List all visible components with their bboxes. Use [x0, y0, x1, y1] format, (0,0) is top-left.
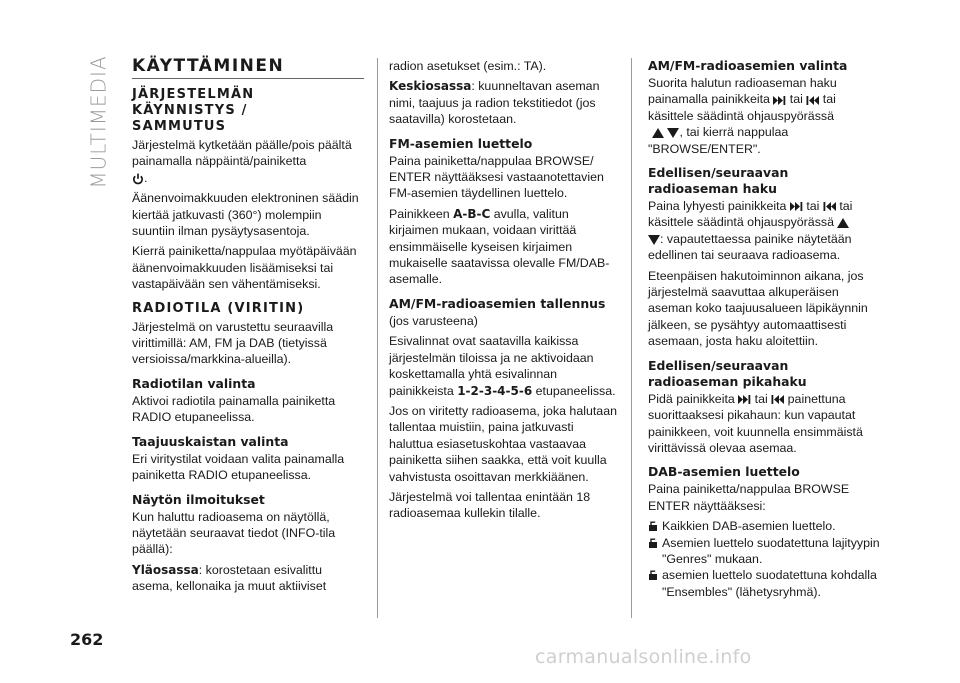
paragraph: Aktivoi radiotila painamalla painiketta RADIO etupaneelissa.	[132, 393, 336, 425]
triangle-up-icon	[652, 128, 664, 138]
column-divider	[631, 58, 632, 618]
list-item	[648, 567, 880, 600]
next-track-icon	[738, 395, 751, 404]
list-item	[648, 518, 880, 534]
list-item-text: Kaikkien DAB-asemien luettelo.	[662, 519, 836, 534]
previous-track-icon	[823, 202, 836, 211]
footer-watermark: carmanualsonline.info	[535, 646, 752, 668]
paragraph: Paina painiketta/nappulaa BROWSE/ ENTER näyttääksesi vastaanotettavien FM-asemien täydellinen luettelo.	[389, 153, 604, 201]
paragraph-text: Pidä painikkeita	[648, 391, 739, 406]
paragraph	[389, 333, 621, 399]
triangle-up-icon	[837, 218, 849, 228]
column-3	[648, 58, 880, 600]
power-heading-line: KÄYNNISTYS /	[132, 103, 248, 118]
paragraph	[389, 206, 621, 288]
paragraph-text: : kuunneltavan aseman nimi, taajuus ja radion tekstitiedot (jos saatavilla) korostetaan.	[389, 79, 600, 127]
paragraph-text: painettuna suorittaaksesi pikahaun: kun vapautat painikkeen, voit kuunnella ensimmäistä virittävissä olevaa asemaa.	[648, 391, 863, 455]
power-text-end: .	[144, 170, 148, 185]
paragraph-text: tai käsittele säädintä ohjauspyörässä	[648, 92, 836, 123]
subheading: DAB-asemien luettelo	[648, 464, 800, 480]
paragraph: Eri viritystilat voidaan valita painamalla painiketta RADIO etupaneelissa.	[132, 451, 345, 483]
next-track-icon	[790, 202, 803, 211]
subheading: Näytön ilmoitukset	[132, 491, 265, 507]
list-item-text: Asemien luettelo suodatettuna lajityypin "Genres" mukaan.	[662, 535, 880, 566]
paragraph-text: tai	[786, 92, 807, 107]
subheading: AM/FM-radioasemien tallennus	[389, 295, 606, 311]
paragraph	[648, 75, 880, 157]
power-icon	[132, 173, 144, 185]
paragraph: radion asetukset (esim.: TA).	[389, 59, 547, 73]
paragraph-text: etupaneelissa.	[532, 383, 616, 398]
power-text: Järjestelmä kytketään päälle/pois päältä painamalla näppäintä/painiketta	[132, 138, 352, 169]
section-title: KÄYTTÄMINEN	[132, 56, 285, 76]
paragraph	[648, 391, 880, 457]
paragraph	[648, 198, 880, 264]
power-heading-line: SAMMUTUS	[132, 119, 227, 134]
subheading: FM-asemien luettelo	[389, 135, 533, 151]
paragraph-text: Painikkeen	[389, 206, 454, 221]
paragraph-text: , tai kierrä nappulaa "BROWSE/ENTER".	[648, 125, 789, 156]
side-tab	[84, 54, 114, 189]
radio-heading: RADIOTILA (VIRITIN)	[132, 300, 305, 316]
paragraph	[132, 137, 364, 186]
paragraph-text: tai	[751, 391, 772, 406]
preset-buttons-label: 1-2-3-4-5-6	[457, 383, 533, 398]
list-item	[648, 535, 880, 568]
previous-track-icon	[806, 96, 819, 105]
triangle-down-icon	[648, 235, 660, 245]
subheading: Edellisen/seuraavan radioaseman pikahaku	[648, 357, 807, 389]
paragraph: Äänenvoimakkuuden elektroninen säädin kiertää jatkuvasti (360°) molempiin suuntiin ilman pysäytysasentoja.	[132, 191, 359, 239]
paragraph: Järjestelmä voi tallentaa enintään 18 radioasemaa kullekin tilalle.	[389, 489, 591, 521]
subheading: Radiotilan valinta	[132, 375, 256, 391]
bullet-icon	[648, 538, 658, 548]
column-1	[132, 56, 364, 599]
column-divider	[377, 58, 378, 618]
subheading: Taajuuskaistan valinta	[132, 433, 289, 449]
paragraph: Eteenpäisen hakutoiminnon aikana, jos järjestelmä saavuttaa alkuperäisen aseman koko taajuusalueen läpikäynnin jälkeen, se pysähtyy automaattisesti asemaan, josta haku aloitettiin.	[648, 268, 868, 349]
paragraph	[389, 78, 621, 127]
paragraph-text: tai käsittele säädintä ohjauspyörässä	[648, 199, 853, 230]
list-item-text: asemien luettelo suodatettuna kohdalla "Ensembles" (lähetysryhmä).	[662, 568, 877, 599]
subheading: AM/FM-radioasemien valinta	[648, 58, 848, 73]
previous-track-icon	[771, 395, 784, 404]
paragraph	[132, 562, 364, 595]
side-tab-label: MULTIMEDIA	[87, 54, 111, 189]
column-2	[389, 58, 621, 526]
power-heading	[132, 87, 364, 135]
paragraph: Kierrä painiketta/nappulaa myötäpäivään äänenvoimakkuuden lisäämiseksi tai vastapäivään sen vähentämiseksi.	[132, 244, 357, 292]
paragraph-text: Paina lyhyesti painikkeita	[648, 199, 790, 214]
paragraph: Järjestelmä on varustettu seuraavilla virittimillä: AM, FM ja DAB (tietyissä versioissa/markkina-alueilla).	[132, 319, 334, 367]
power-heading-line: JÄRJESTELMÄN	[132, 87, 255, 102]
paragraph: Kun haluttu radioasema on näytöllä, näytetään seuraavat tiedot (INFO-tila päällä):	[132, 509, 336, 557]
paragraph: Jos on viritetty radioasema, joka halutaan tallentaa muistiin, paina jatkuvasti haluttua esiasetuskohtaa vastaavaa painiketta siihen saakka, että voit kuulla vahvistusta osoittavan merkkiäänen.	[389, 403, 617, 484]
page-number: 262	[70, 630, 104, 649]
paragraph-text: Suorita halutun radioaseman haku painamalla painikkeita	[648, 76, 837, 107]
paragraph-text: : vapautettaessa painike näytetään edellinen tai seuraava radioasema.	[648, 231, 852, 263]
title-rule	[132, 78, 364, 79]
next-track-icon	[773, 96, 786, 105]
paragraph-text: Esivalinnat ovat saatavilla kaikissa järjestelmän tiloissa ja ne aktivoidaan koskettamalla yhtä esivalinnan painikkeista	[389, 334, 594, 398]
paragraph-text: tai	[802, 199, 823, 214]
abc-button-label: A-B-C	[453, 206, 491, 221]
bullet-icon	[648, 570, 658, 580]
triangle-down-icon	[667, 128, 679, 138]
paragraph: Paina painiketta/nappulaa BROWSE ENTER näyttääksesi:	[648, 482, 850, 513]
paragraph-text: avulla, valitun kirjaimen mukaan, voidaan virittää ensimmäiselle kyseisen kirjaimen mukaiselle saatavissa olevalle FM/DAB-asemalle.	[389, 206, 610, 287]
bullet-icon	[648, 521, 658, 531]
paragraph: (jos varusteena)	[389, 313, 478, 328]
label-bold: Keskiosassa	[389, 79, 472, 94]
paragraph-text: : korostetaan esivalittu asema, kellonaika ja muut aktiiviset	[132, 562, 327, 594]
label-bold: Yläosassa	[132, 562, 199, 577]
subheading: Edellisen/seuraavan radioaseman haku	[648, 165, 789, 197]
